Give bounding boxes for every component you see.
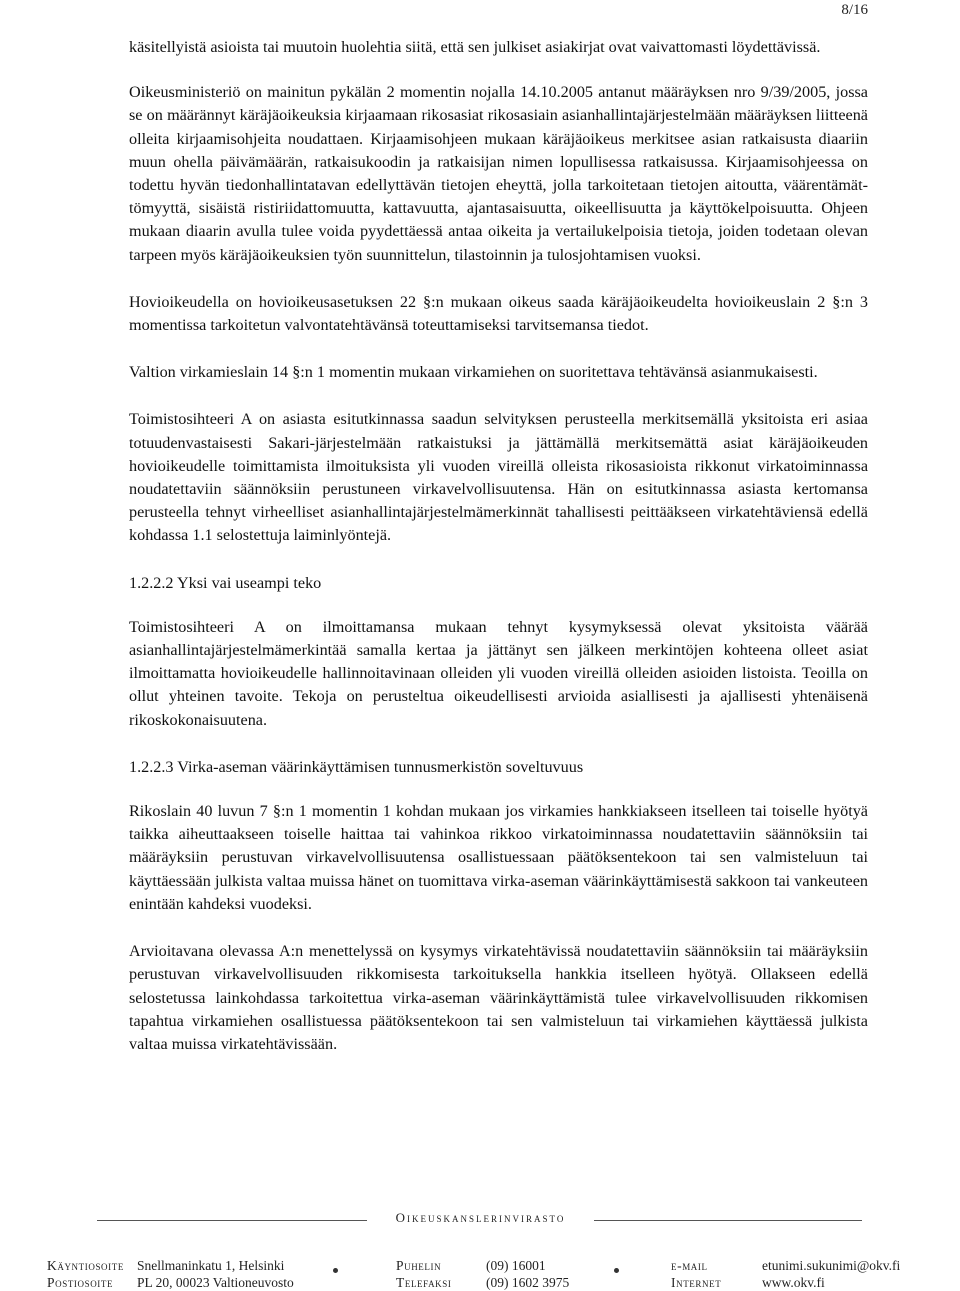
phone-label: Puhelin — [396, 1258, 442, 1273]
postal-address-label: Postiosoite — [47, 1275, 114, 1290]
email-value: etunimi.sukunimi@okv.fi — [762, 1258, 901, 1273]
visit-address-label: Käyntiosoite — [47, 1258, 124, 1273]
postal-address-value: PL 20, 00023 Valtioneuvosto — [137, 1275, 294, 1290]
phone-value: (09) 16001 — [486, 1258, 546, 1273]
email-label: e-mail — [671, 1258, 708, 1273]
footer-org-name: Oikeuskanslerinvirasto — [395, 1210, 566, 1225]
footer-rule-left — [97, 1220, 367, 1221]
document-body — [129, 36, 868, 1080]
paragraph-4: Valtion virkamieslain 14 §:n 1 momentin mukaan virkamiehen on suoritettava tehtävänsä asianmukaisesti. — [129, 363, 818, 382]
paragraph-7: Rikoslain 40 luvun 7 §:n 1 momentin 1 kohdan mukaan jos virkamies hankkiakseen itselleen tai toiselle hyötyä taikka aiheuttaakseen toiselle haittaa tai vahinkoa rikkoo virkatoiminnassa noudatettaviin säännöksiin tai määräyksiin perustuvan virkavelvollisuutensa osallistuessaan päätöksentekoon tai sen valmisteluun tai käyttäessään julkista valtaa muissa hänet on tuomittava virka-aseman väärinkäyttämisestä sakkoon tai vankeuteen enintään kahdeksi vuodeksi. — [129, 802, 868, 913]
paragraph-6: Toimistosihteeri A on ilmoittamansa mukaan tehnyt kysymyksessä olevat yksitoista väärää asianhallintajärjestelmämerkintää samalla kertaa ja jättänyt sen jälkeen merkintöjen kohteena olleet asiat ilmoittamatta hovioikeudelle hallinnoitavinaan olleiden yli vuoden vireillä olleiden asioiden listoista. Teoilla on ollut yhteinen tavoite. Tekoja on perusteltua oikeudellisesti arvioida asiallisesti ja ajallisesti yhtenäisenä rikoskokonaisuutena. — [129, 617, 868, 729]
page-number: 8/16 — [841, 2, 868, 18]
separator-dot — [333, 1268, 338, 1273]
fax-value: (09) 1602 3975 — [486, 1275, 570, 1290]
separator-dot — [614, 1268, 619, 1273]
internet-label: Internet — [671, 1275, 722, 1290]
fax-label: Telefaksi — [396, 1275, 452, 1290]
paragraph-3: Hovioikeudella on hovioikeusasetuksen 22 §:n mukaan oikeus saada käräjäoikeudelta hovioikeuslain 2 §:n 3 momentissa tarkoitetun valvontatehtävänsä toteuttamiseksi tarvitsemansa tiedot. — [129, 292, 868, 335]
footer-rule-right — [594, 1220, 862, 1221]
visit-address-value: Snellmaninkatu 1, Helsinki — [137, 1258, 285, 1273]
paragraph-2: Oikeusministeriö on mainitun pykälän 2 momentin nojalla 14.10.2005 antanut määräyksen nro 9/39/2005, jossa se on määrännyt käräjäoikeuksia kirjaamaan rikosasiat rikosasiain asianhallintajärjestelmään määräyksen liitteenä olleita kirjaamisohjeita noudattaen. Kirjaamisohjeen mukaan käräjäoikeus merkitsee asian ratkaisusta diaariin muun ohella päivämäärän, ratkaisukoodin ja ratkaisijan nimen lopullisessa ratkaisussa. Kirjaamisohjeessa on todettu hyvän tiedonhallintatavan edellyttävän tietojen eheyttä, jolla tarkoitetaan tietojen aitoutta, väärentämättömyyttä, sisäistä ristiriidattomuutta, kattavuutta, ajantasaisuutta, oikeellisuutta ja käyttökelpoisuutta. Ohjeen mukaan diaarin avulla tulee voida pyydettäessä antaa oikeita ja vertailukelpoisia tietoja, joiden todetaan olevan tarpeen myös käräjäoikeuksien työn suunnittelun, tilastoinnin ja tulosjohtamisen vuoksi. — [129, 83, 868, 264]
section-heading-1-2-2-2: 1.2.2.2 Yksi vai useampi teko — [129, 573, 322, 592]
section-heading-1-2-2-3: 1.2.2.3 Virka-aseman väärinkäyttämisen tunnusmerkistön soveltuvuus — [129, 757, 584, 776]
paragraph-1: käsitellyistä asioista tai muutoin huolehtia siitä, että sen julkiset asiakirjat ovat vaivattomasti löydettävissä. — [129, 38, 821, 56]
paragraph-8: Arvioitavana olevassa A:n menettelyssä on kysymys virkatehtävissä noudatettaviin säännöksiin tai määräyksiin perustuvan virkavelvollisuuden rikkomisesta tarkoituksella hankkia itselleen hyötyä. Ollakseen edellä selostetussa lainkohdassa tarkoitettua virka-aseman väärinkäyttämistä tulee virkavelvollisuuden rikkomisen tapahtua virkamiehen osallistuessa päätöksentekoon tai sen valmisteluun tai virkamiehen käyttäessä julkista valtaa muissa virkatehtävissään. — [129, 942, 868, 1053]
internet-value: www.okv.fi — [762, 1275, 825, 1290]
paragraph-5: Toimistosihteeri A on asiasta esitutkinnassa saadun selvityksen perusteella merkitsemällä yksitoista eri asiaa totuudenvastaisesti Sakari-järjestelmään ratkaistuksi ja jättämällä merkitsemättä asiat käräjäoikeuden hovioikeudelle toimittamista ilmoituksista yli vuoden vireillä olleista rikosasioista rikkonut virkatoiminnassa noudatettaviin säännöksiin perustuneen virkavelvollisuutensa. Hän on esitutkinnassa asiasta kertomansa perusteella tehnyt virheelliset asianhallintajärjestelmämerkinnät tahallisesti peittääkseen virkatehtäviensä edellä kohdassa 1.1 selostettuja laiminlyöntejä. — [129, 410, 868, 545]
letterhead-footer — [0, 1200, 960, 1291]
